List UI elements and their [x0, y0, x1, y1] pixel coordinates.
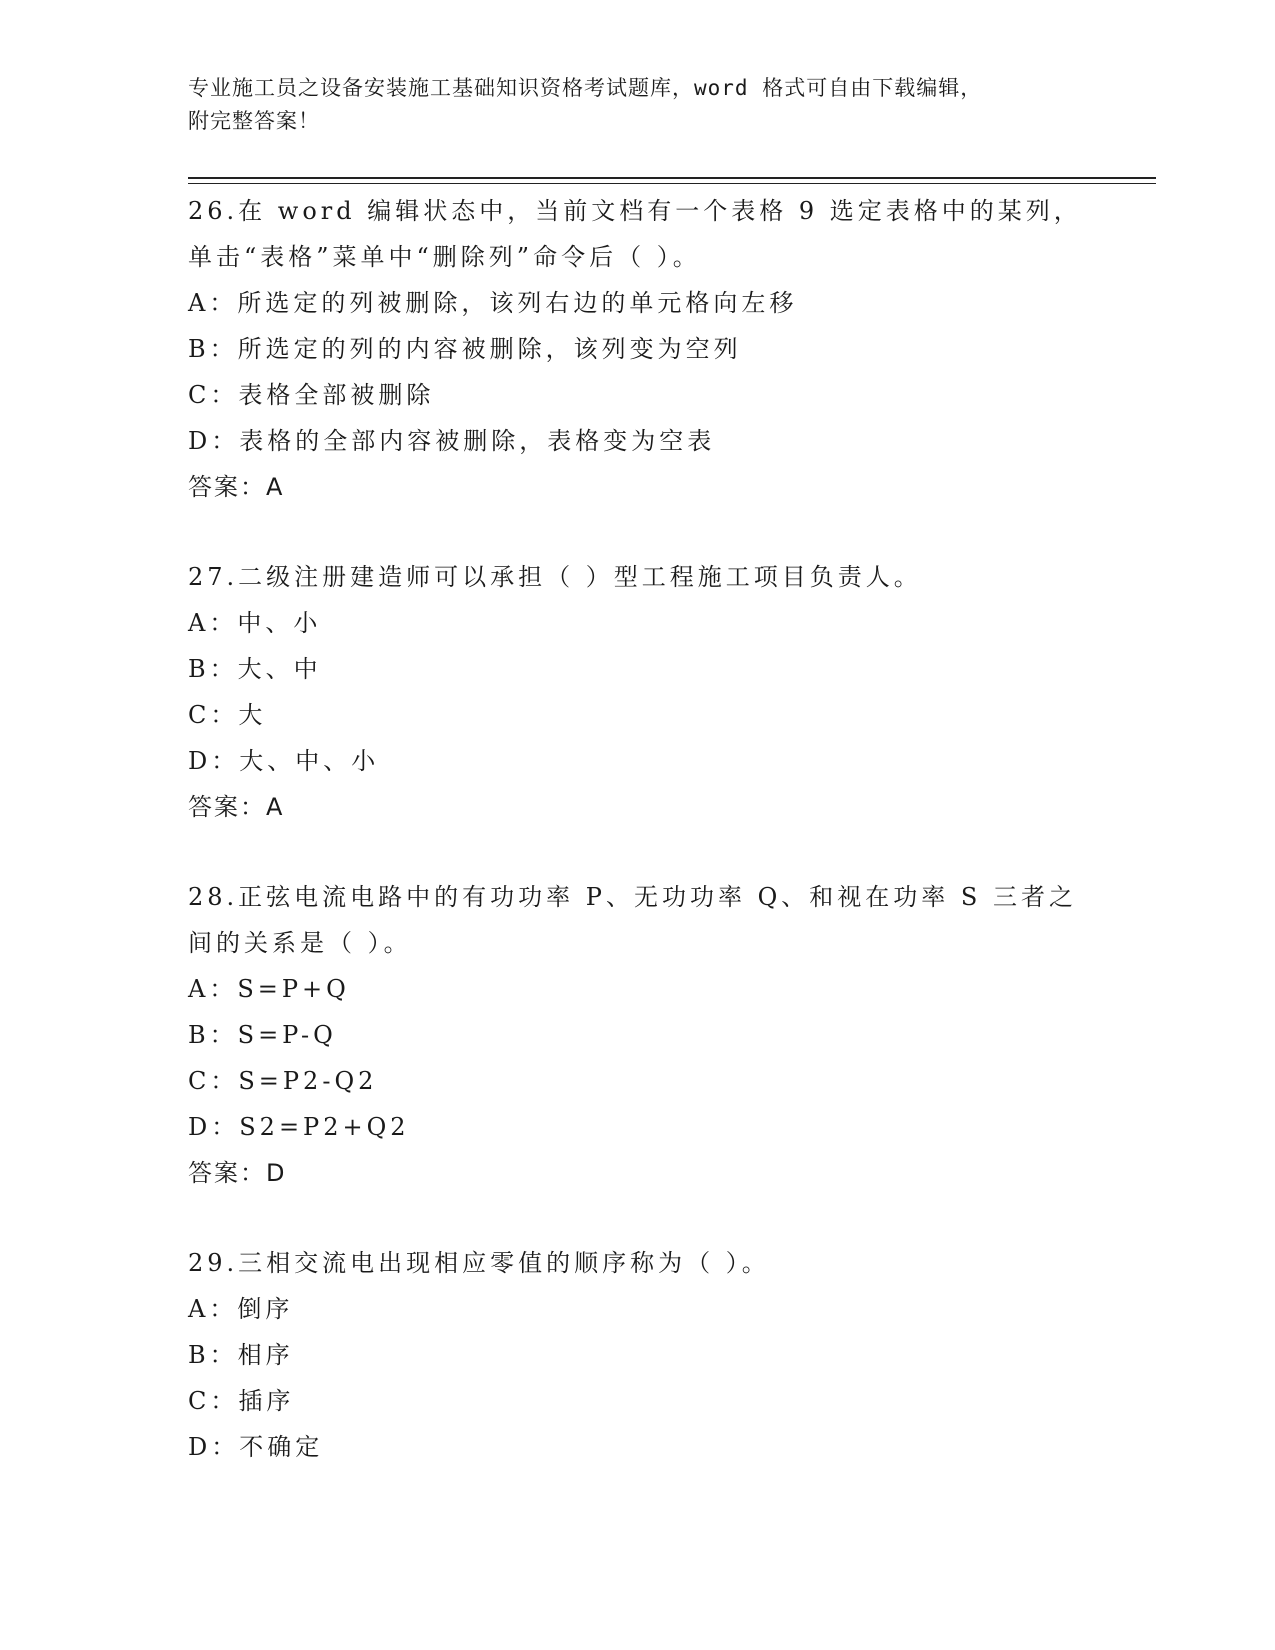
option-d: D：不确定: [188, 1433, 324, 1461]
option-b: B：相序: [188, 1341, 294, 1369]
question-26: [188, 188, 1088, 510]
option-d: D：S2=P2+Q2: [188, 1113, 410, 1141]
option-a: A：中、小: [188, 609, 322, 637]
header-line-2: 附完整答案！: [188, 109, 320, 133]
option-a: A：S=P+Q: [188, 975, 350, 1003]
question-stem-line: 28.正弦电流电路中的有功功率 P、无功功率 Q、和视在功率 S 三者之: [188, 883, 1077, 911]
option-c: C：插序: [188, 1387, 295, 1415]
question-29: [188, 1240, 1088, 1470]
header-divider-thick: [188, 177, 1156, 179]
question-stem-line: 间的关系是（ ）。: [188, 929, 412, 957]
question-stem-line: 27.二级注册建造师可以承担（ ）型工程施工项目负责人。: [188, 563, 922, 591]
question-28: [188, 874, 1088, 1196]
option-d: D：表格的全部内容被删除，表格变为空表: [188, 427, 716, 455]
header-line-1: 专业施工员之设备安装施工基础知识资格考试题库，word 格式可自由下载编辑，: [188, 76, 983, 100]
option-c: C：表格全部被删除: [188, 381, 435, 409]
answer: 答案：D: [188, 1159, 287, 1187]
option-c: C：大: [188, 701, 267, 729]
option-c: C：S=P2-Q2: [188, 1067, 378, 1095]
option-b: B：大、中: [188, 655, 322, 683]
header-divider-thin: [188, 183, 1156, 184]
answer: 答案：A: [188, 473, 285, 501]
option-d: D：大、中、小: [188, 747, 380, 775]
question-stem-line: 29.三相交流电出现相应零值的顺序称为（ ）。: [188, 1249, 770, 1277]
question-stem-line: 26.在 word 编辑状态中，当前文档有一个表格 9 选定表格中的某列，: [188, 197, 1082, 225]
question-stem-line: 单击“表格”菜单中“删除列”命令后（ ）。: [188, 243, 701, 271]
question-27: [188, 554, 1088, 830]
answer: 答案：A: [188, 793, 285, 821]
document-header: [188, 72, 1088, 138]
question-list: [188, 188, 1088, 1514]
option-b: B：所选定的列的内容被删除，该列变为空列: [188, 335, 742, 363]
option-a: A：倒序: [188, 1295, 294, 1323]
option-a: A：所选定的列被删除，该列右边的单元格向左移: [188, 289, 798, 317]
option-b: B：S=P-Q: [188, 1021, 337, 1049]
